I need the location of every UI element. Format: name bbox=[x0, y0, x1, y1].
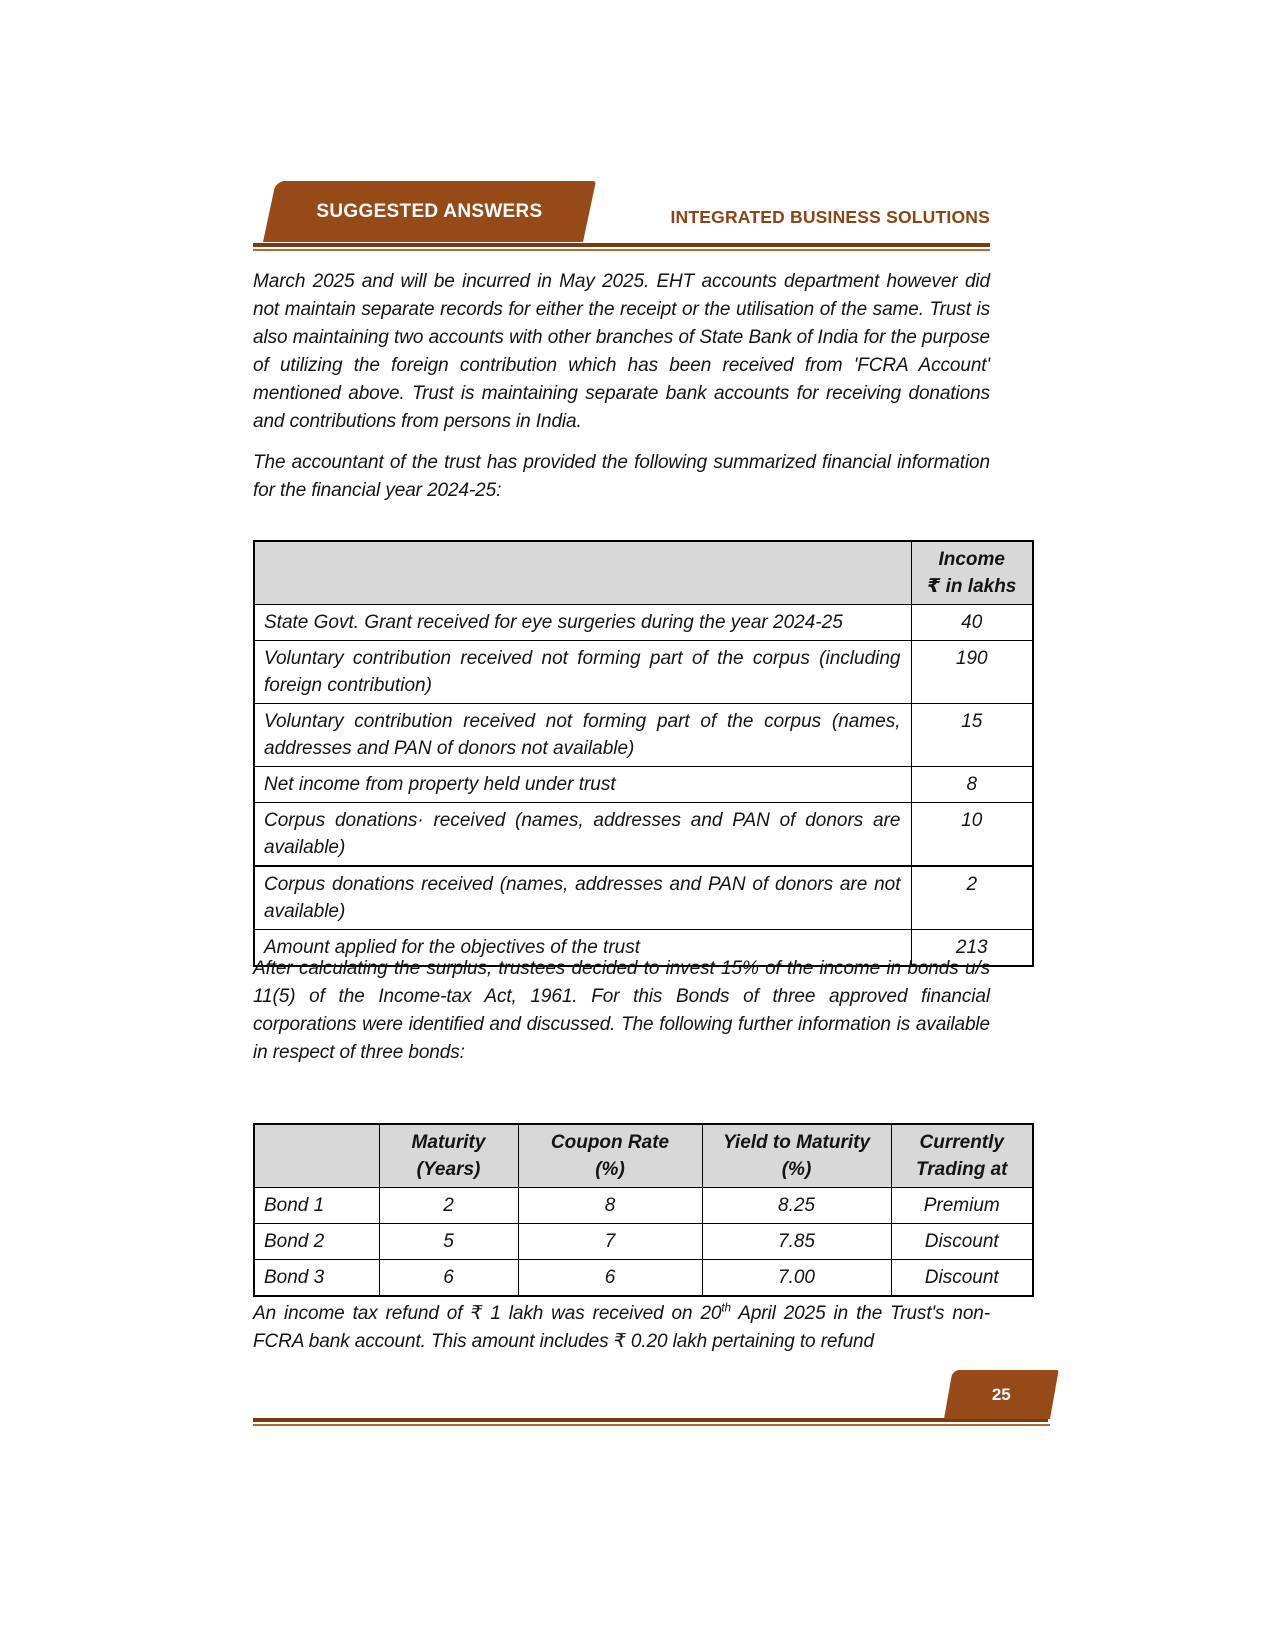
bond-coupon: 8 bbox=[518, 1188, 702, 1224]
row-value: 213 bbox=[911, 930, 1033, 967]
row-value: 190 bbox=[911, 641, 1033, 704]
bond-trading: Discount bbox=[891, 1224, 1033, 1260]
bond-trading: Premium bbox=[891, 1188, 1033, 1224]
table-row bbox=[254, 866, 1033, 930]
paragraph-3: After calculating the surplus, trustees decided to invest 15% of the income in bonds u/s 11(5) of the Income-tax Act, 1961. For this Bonds of three approved financial corporations were identified and discussed. The following further information is available in respect of three bonds: bbox=[253, 958, 990, 1063]
income-table bbox=[253, 540, 1034, 967]
income-header-line1: Income bbox=[938, 549, 1006, 570]
bonds-header-trading bbox=[891, 1124, 1033, 1188]
bonds-header-coupon-line1: Coupon Rate bbox=[550, 1132, 670, 1153]
paragraph-4 bbox=[253, 1300, 990, 1356]
table-row bbox=[254, 803, 1033, 867]
bonds-header-maturity-line2: (Years) bbox=[416, 1159, 481, 1180]
bond-name: Bond 1 bbox=[254, 1188, 379, 1224]
row-description: State Govt. Grant received for eye surgeries during the year 2024-25 bbox=[254, 605, 911, 641]
bond-coupon: 6 bbox=[518, 1260, 702, 1297]
row-value: 8 bbox=[911, 767, 1033, 803]
bonds-table-header-row bbox=[254, 1124, 1033, 1188]
row-description: Corpus donations received (names, addresses and PAN of donors are not available) bbox=[254, 866, 911, 930]
ordinal-superscript: th bbox=[721, 1301, 732, 1315]
income-header-empty-cell bbox=[254, 541, 911, 605]
bonds-header-ytm-line2: (%) bbox=[781, 1159, 812, 1180]
bond-row bbox=[254, 1260, 1033, 1297]
income-table-header-row bbox=[254, 541, 1033, 605]
bond-name: Bond 2 bbox=[254, 1224, 379, 1260]
income-header-line2: ₹ in lakhs bbox=[927, 576, 1017, 597]
bond-ytm: 7.00 bbox=[702, 1260, 891, 1297]
paragraph-4-text-cont: April 2025 in the Trust's non-FCRA bank account. This amount includes ₹ 0.20 lakh pertaining to refund bbox=[253, 1303, 991, 1352]
bonds-header-maturity bbox=[379, 1124, 518, 1188]
bond-ytm: 8.25 bbox=[702, 1188, 891, 1224]
footer-rule-light bbox=[253, 1424, 1050, 1426]
paragraph-2: The accountant of the trust has provided the following summarized financial information for the financial year 2024-25: bbox=[253, 452, 990, 501]
banner-label: SUGGESTED ANSWERS bbox=[316, 201, 543, 222]
paragraph-1: March 2025 and will be incurred in May 2025. EHT accounts department however did not maintain separate records for either the receipt or the utilisation of the same. Trust is also maintaining two accounts with other branches of State Bank of India for the purpose of utilizing the foreign contribution which has been received from 'FCRA Account' mentioned above. Trust is maintaining separate bank accounts for receiving donations and contributions from persons in India. bbox=[253, 271, 990, 432]
page-number: 25 bbox=[991, 1385, 1011, 1404]
bond-row bbox=[254, 1188, 1033, 1224]
bonds-header-empty-cell bbox=[254, 1124, 379, 1188]
bonds-header-ytm bbox=[702, 1124, 891, 1188]
bond-name: Bond 3 bbox=[254, 1260, 379, 1297]
bonds-header-coupon bbox=[518, 1124, 702, 1188]
row-description: Net income from property held under trust bbox=[254, 767, 911, 803]
bonds-header-ytm-line1: Yield to Maturity bbox=[722, 1132, 871, 1153]
subject-title: INTEGRATED BUSINESS SOLUTIONS bbox=[670, 207, 990, 227]
bonds-header-trading-line1: Currently bbox=[919, 1132, 1004, 1153]
bonds-header-coupon-line2: (%) bbox=[595, 1159, 625, 1180]
paragraph-4-text: An income tax refund of ₹ 1 lakh was received on 20 bbox=[253, 1303, 722, 1324]
income-header-cell bbox=[911, 541, 1033, 605]
header-rule-light bbox=[253, 249, 990, 251]
bond-maturity: 6 bbox=[379, 1260, 518, 1297]
row-value: 2 bbox=[911, 866, 1033, 930]
row-description: Corpus donations· received (names, addresses and PAN of donors are available) bbox=[254, 803, 911, 867]
header-rule-dark bbox=[253, 243, 990, 247]
footer-rule-dark bbox=[253, 1418, 1048, 1422]
bonds-header-maturity-line1: Maturity bbox=[411, 1132, 486, 1153]
row-value: 15 bbox=[911, 704, 1033, 767]
row-value: 10 bbox=[911, 803, 1033, 867]
table-row bbox=[254, 641, 1033, 704]
bond-trading: Discount bbox=[891, 1260, 1033, 1297]
row-description: Voluntary contribution received not forming part of the corpus (including foreign contribution) bbox=[254, 641, 911, 704]
table-row bbox=[254, 605, 1033, 641]
bond-row bbox=[254, 1224, 1033, 1260]
page-number-box bbox=[944, 1370, 1059, 1419]
table-row bbox=[254, 704, 1033, 767]
bonds-table bbox=[253, 1123, 1034, 1297]
bonds-header-trading-line2: Trading at bbox=[916, 1159, 1008, 1180]
bond-maturity: 5 bbox=[379, 1224, 518, 1260]
bond-maturity: 2 bbox=[379, 1188, 518, 1224]
row-description: Voluntary contribution received not forming part of the corpus (names, addresses and PAN of donors not available) bbox=[254, 704, 911, 767]
bond-coupon: 7 bbox=[518, 1224, 702, 1260]
table-row bbox=[254, 767, 1033, 803]
bond-ytm: 7.85 bbox=[702, 1224, 891, 1260]
row-description: Amount applied for the objectives of the trust bbox=[254, 930, 911, 967]
row-value: 40 bbox=[911, 605, 1033, 641]
